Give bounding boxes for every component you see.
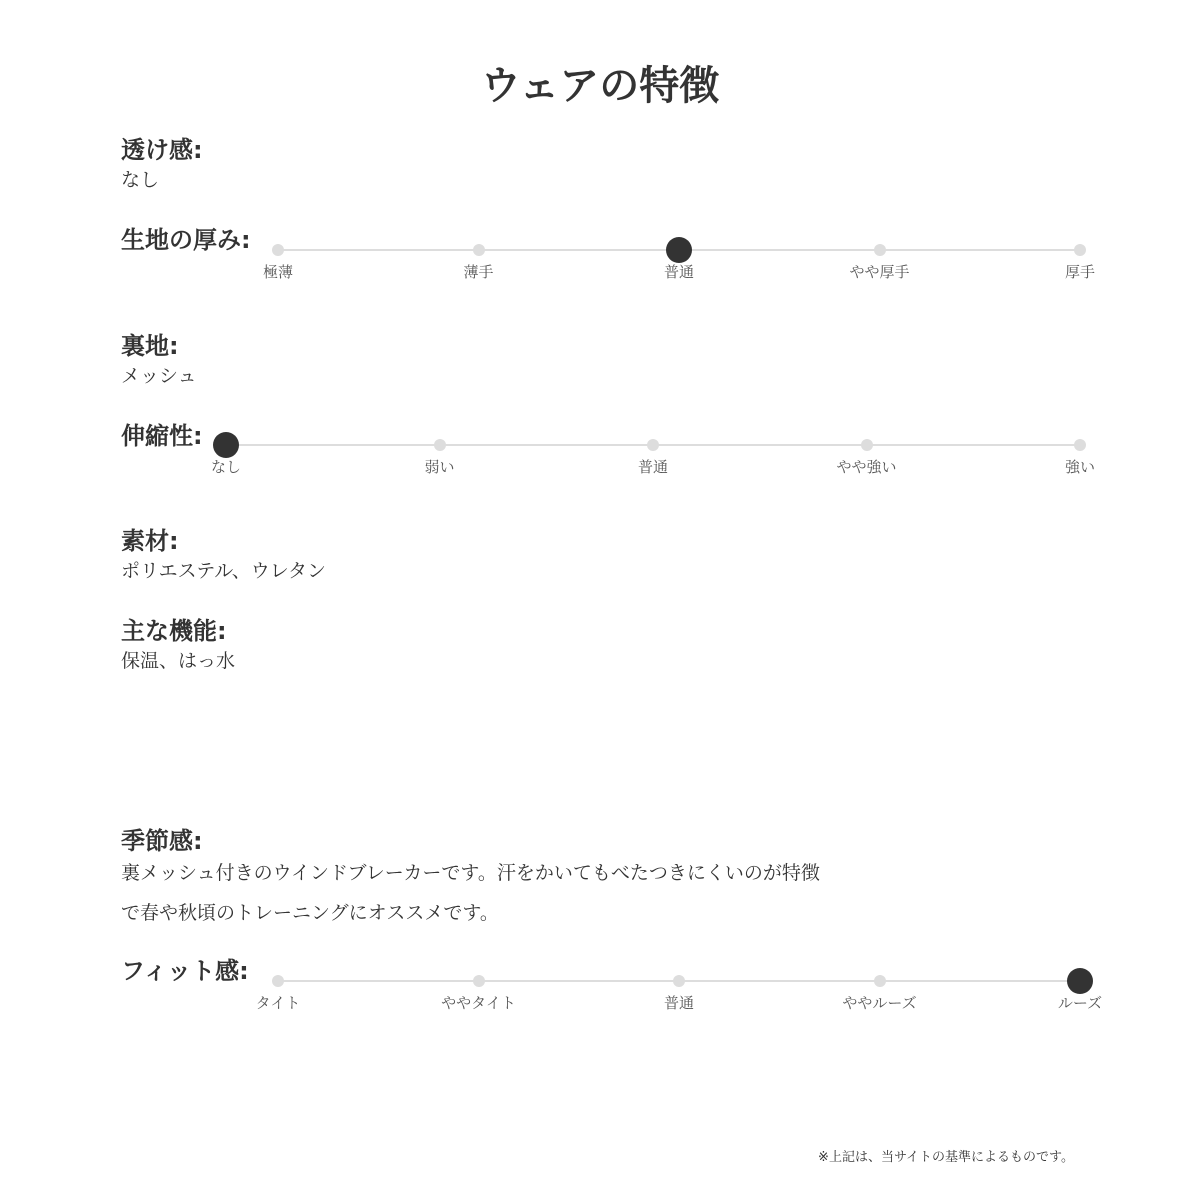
stretch-label: 伸縮性: [121, 422, 203, 450]
stretch-scale-option-label: なし [210, 458, 242, 476]
season-description-line: で春や秋頃のトレーニングにオススメです。 [121, 902, 499, 924]
thickness-scale-dot [874, 244, 886, 256]
fit-scale-dot-selected [1067, 968, 1093, 994]
thickness-scale-option-label: 厚手 [1064, 263, 1096, 281]
thickness-scale-option-label: やや厚手 [849, 263, 910, 281]
season-description-line: 裏メッシュ付きのウインドブレーカーです。汗をかいてもべたつきにくいのが特徴 [121, 862, 820, 884]
stretch-scale-option-label: 強い [1064, 458, 1096, 476]
stretch-scale-option-label: 弱い [424, 458, 455, 476]
functions-value: 保温、はっ水 [121, 650, 236, 672]
thickness-scale-dot [473, 244, 485, 256]
material-label: 素材: [121, 527, 179, 555]
fit-scale-option-label: ややルーズ [842, 994, 917, 1012]
stretch-scale-dot [647, 439, 659, 451]
functions-label: 主な機能: [121, 617, 227, 645]
thickness-scale-option-label: 薄手 [463, 263, 494, 281]
transparency-section [121, 134, 203, 194]
transparency-label: 透け感: [121, 136, 203, 164]
transparency-value: なし [121, 169, 160, 191]
thickness-scale-option-label: 普通 [663, 263, 695, 281]
stretch-scale-dot [861, 439, 873, 451]
fit-scale-dot [272, 975, 284, 987]
stretch-scale-option-label: やや強い [836, 458, 897, 476]
thickness-scale-dot [1074, 244, 1086, 256]
fit-scale-option-label: ルーズ [1057, 994, 1103, 1012]
thickness-scale-option-label: 極薄 [262, 263, 294, 281]
fit-scale-dot [874, 975, 886, 987]
thickness-scale-dot-selected [666, 237, 692, 263]
lining-value: メッシュ [121, 365, 197, 387]
season-label: 季節感: [121, 827, 203, 855]
fit-scale-option-label: ややタイト [441, 994, 516, 1012]
page-title: ウェアの特徴 [480, 63, 720, 109]
lining-section [121, 330, 197, 390]
thickness-scale-dot [272, 244, 284, 256]
fit-label: フィット感: [121, 957, 249, 985]
thickness-label: 生地の厚み: [121, 226, 251, 254]
material-value: ポリエステル、ウレタン [121, 560, 327, 582]
fit-scale-option-label: タイト [255, 994, 301, 1012]
stretch-scale-dot [434, 439, 446, 451]
fit-scale-dot [673, 975, 685, 987]
fit-scale-option-label: 普通 [663, 994, 695, 1012]
stretch-scale-dot [1074, 439, 1086, 451]
fit-scale-dot [473, 975, 485, 987]
functions-section [121, 615, 235, 675]
stretch-scale-dot-selected [213, 432, 239, 458]
lining-label: 裏地: [121, 332, 179, 360]
footnote: ※上記は、当サイトの基準によるものです。 [818, 1150, 1074, 1165]
material-section [121, 525, 326, 585]
stretch-scale-option-label: 普通 [637, 458, 669, 476]
season-section [121, 825, 820, 927]
